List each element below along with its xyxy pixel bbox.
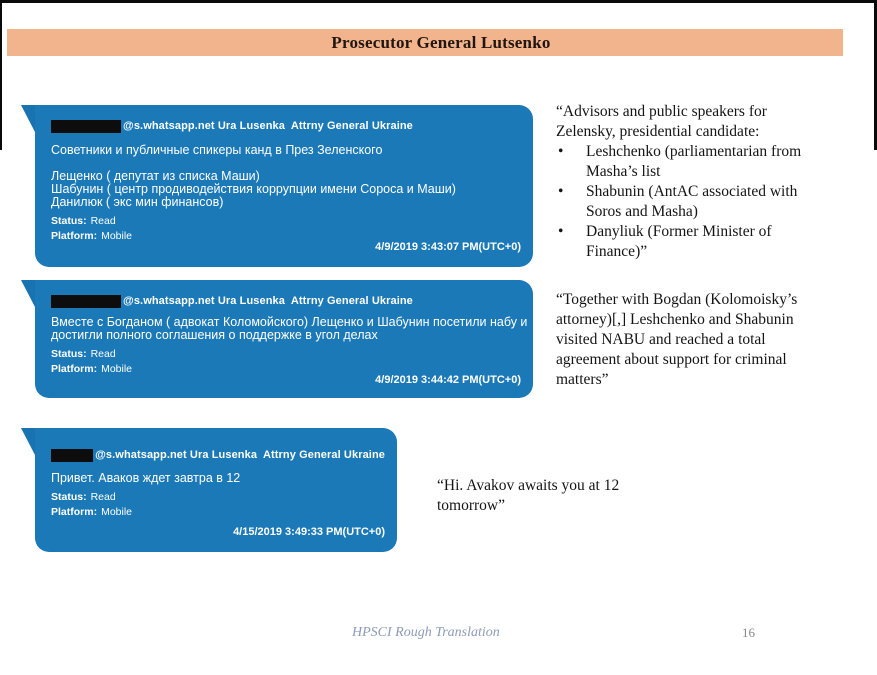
message-line: Шабунин ( центр продиводействия коррупции имени Сороса и Маши) <box>51 182 456 196</box>
message-line: Советники и публичные спикеры канд в През Зеленского <box>51 143 383 157</box>
message-timestamp: 4/15/2019 3:49:33 PM(UTC+0) <box>233 526 385 538</box>
bullet-text <box>586 142 876 182</box>
translation-line: visited NABU and reached a total <box>556 331 766 348</box>
whatsapp-message-bubble-3 <box>35 428 397 552</box>
status-row <box>51 348 521 361</box>
translation-line: Finance)” <box>586 243 648 260</box>
bullet-icon: • <box>558 143 564 160</box>
scan-border-top <box>0 0 877 3</box>
translation-line: Leshchenko (parliamentarian from <box>586 143 802 160</box>
scan-border-left <box>0 0 2 150</box>
bullet-text <box>586 182 876 222</box>
sender-address: @s.whatsapp.net Ura Lusenka Attrny General Ukraine <box>123 120 413 132</box>
platform-value: Mobile <box>101 363 133 375</box>
message-timestamp: 4/9/2019 3:44:42 PM(UTC+0) <box>375 374 521 386</box>
message-timestamp: 4/9/2019 3:43:07 PM(UTC+0) <box>375 241 521 253</box>
translation-line: agreement about support for criminal <box>556 351 787 368</box>
platform-label: Platform: <box>51 363 98 375</box>
platform-label: Platform: <box>51 230 98 242</box>
page-title: Prosecutor General Lutsenko <box>331 32 551 52</box>
status-value: Read <box>90 215 116 227</box>
message-sender-row <box>51 294 521 308</box>
bubble-tail-icon <box>21 428 35 455</box>
platform-value: Mobile <box>101 230 133 242</box>
message-sender-row <box>51 119 521 133</box>
bullet-icon: • <box>558 183 564 200</box>
platform-label: Platform: <box>51 506 98 518</box>
status-label: Status: <box>51 348 87 360</box>
bullet-item <box>556 142 876 182</box>
platform-row <box>51 506 385 519</box>
message-line: Вместе с Богданом ( адвокат Коломойского) Лещенко и Шабунин посетили набу и <box>51 315 528 329</box>
message-text <box>51 472 385 485</box>
sender-address: @s.whatsapp.net Ura Lusenka Attrny General Ukraine <box>123 295 413 307</box>
bullet-item <box>556 182 876 222</box>
redaction-bar <box>51 449 93 462</box>
footer-source-label: HPSCI Rough Translation <box>352 625 500 640</box>
whatsapp-message-bubble-1 <box>35 105 533 267</box>
bullet-item <box>556 222 876 262</box>
status-row <box>51 491 385 504</box>
message-sender-row <box>51 448 385 462</box>
message-text <box>51 315 528 342</box>
whatsapp-message-bubble-2 <box>35 280 533 398</box>
translation-line: matters” <box>556 371 609 388</box>
translation-block-2 <box>556 290 876 390</box>
translation-line: “Advisors and public speakers for <box>556 103 767 120</box>
redaction-bar <box>51 120 121 133</box>
translation-block-3 <box>437 476 737 516</box>
translation-line: “Hi. Avakov awaits you at 12 <box>437 477 620 494</box>
bubble-tail-icon <box>21 280 35 307</box>
status-label: Status: <box>51 491 87 503</box>
bubble-tail-icon <box>21 105 35 132</box>
bullet-text <box>586 222 876 262</box>
translation-block-1 <box>556 102 876 262</box>
message-line: Привет. Аваков ждет завтра в 12 <box>51 471 241 485</box>
status-label: Status: <box>51 215 87 227</box>
platform-value: Mobile <box>101 506 133 518</box>
page-number: 16 <box>742 625 755 640</box>
status-value: Read <box>90 348 116 360</box>
sender-address: @s.whatsapp.net Ura Lusenka Attrny General Ukraine <box>95 449 385 461</box>
message-text <box>51 144 521 209</box>
translation-line: tomorrow” <box>437 497 506 514</box>
translation-line: Soros and Masha) <box>586 203 698 220</box>
bullet-icon: • <box>558 223 564 240</box>
translation-line: Danyliuk (Former Minister of <box>586 223 772 240</box>
translation-line: “Together with Bogdan (Kolomoisky’s <box>556 291 798 308</box>
translation-line: attorney)[,] Leshchenko and Shabunin <box>556 311 794 328</box>
translation-line: Zelensky, presidential candidate: <box>556 123 760 140</box>
status-value: Read <box>90 491 116 503</box>
status-row <box>51 215 521 228</box>
redaction-bar <box>51 295 121 308</box>
title-bar <box>7 29 843 56</box>
message-line: достигли полного соглашения о поддержке в угол делах <box>51 328 378 342</box>
translation-line: Masha’s list <box>586 163 661 180</box>
message-line: Лещенко ( депутат из списка Маши) <box>51 169 260 183</box>
message-line: Данилюк ( экс мин финансов) <box>51 195 224 209</box>
translation-line: Shabunin (AntAC associated with <box>586 183 798 200</box>
